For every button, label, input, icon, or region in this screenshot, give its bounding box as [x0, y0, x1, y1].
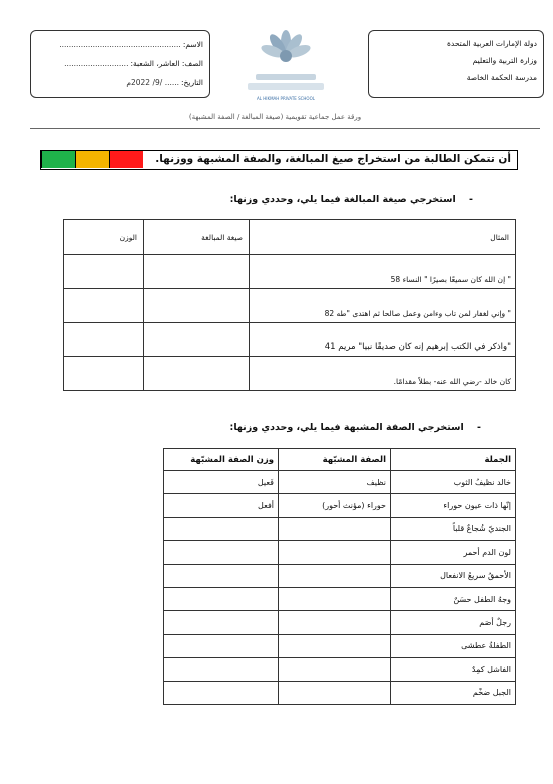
section1-title-line — [230, 194, 473, 205]
table-row — [64, 255, 516, 289]
form-answer-cell[interactable] — [144, 255, 250, 289]
adjective-weight-cell[interactable]: أفعل — [164, 494, 279, 517]
sentence-cell: الجنديّ شُجاعٌ قلباً — [391, 517, 516, 540]
section2-title-line — [230, 422, 481, 433]
table-row — [64, 357, 516, 391]
table-row — [164, 564, 516, 587]
sentence-cell: وجهُ الطفل حسَنٌ — [391, 587, 516, 610]
col-example-header: المثال — [250, 220, 516, 255]
section1-bullet: - — [469, 194, 473, 205]
table-row — [64, 289, 516, 323]
adjective-table — [163, 448, 516, 705]
example-cell: " وإني لغفار لمن تاب وءامن وعمل صالحا ثم اهتدى "طه 82 — [250, 289, 516, 323]
adjective-weight-cell[interactable] — [164, 658, 279, 681]
table-row — [64, 323, 516, 357]
sentence-cell: رجلٌ أصَم — [391, 611, 516, 634]
color-box-red[interactable] — [109, 151, 143, 168]
sentence-cell: إنّها ذات عيون حوراء — [391, 494, 516, 517]
adjective-answer-cell[interactable] — [279, 517, 391, 540]
table-row — [164, 471, 516, 494]
form-answer-cell[interactable] — [144, 323, 250, 357]
table-row — [164, 634, 516, 657]
col-adjective-weight-header: وزن الصفة المشبّهة — [164, 449, 279, 471]
sentence-cell: الطفلةُ عطشى — [391, 634, 516, 657]
adjective-weight-cell[interactable] — [164, 681, 279, 704]
adjective-answer-cell[interactable] — [279, 541, 391, 564]
adjective-answer-cell[interactable] — [279, 634, 391, 657]
table-row — [164, 517, 516, 540]
sentence-cell: الأحمقُ سريعُ الانفعال — [391, 564, 516, 587]
sentence-cell: الجبل ضخْم — [391, 681, 516, 704]
table-row — [164, 658, 516, 681]
adjective-answer-cell[interactable]: نظيف — [279, 471, 391, 494]
col-sentence-header: الجملة — [391, 449, 516, 471]
adjective-answer-cell[interactable] — [279, 611, 391, 634]
col-form-header: صيغة المبالغة — [144, 220, 250, 255]
school-name-text: مدرسة الحكمة الخاصة — [466, 73, 537, 82]
worksheet-subtitle: ورقة عمل جماعية تقويمية (صيغة المبالغة / الصفة المشبهة) — [188, 113, 362, 121]
col-weight-header: الوزن — [64, 220, 144, 255]
color-box-yellow[interactable] — [75, 151, 109, 168]
table-row — [164, 494, 516, 517]
name-label: الاسم: — [182, 40, 203, 49]
adjective-weight-cell[interactable] — [164, 564, 279, 587]
weight-answer-cell[interactable] — [64, 255, 144, 289]
sentence-cell: خالد نظيفُ الثوب — [391, 471, 516, 494]
section1-title: استخرجي صيغة المبالغة فيما يلي، وحددي وزنها: — [229, 194, 456, 205]
adjective-answer-cell[interactable] — [279, 681, 391, 704]
section2-title: استخرجي الصفة المشبهة فيما يلي، وحددي وزنها: — [229, 422, 464, 433]
table-row — [164, 541, 516, 564]
table-row — [164, 681, 516, 704]
form-answer-cell[interactable] — [144, 289, 250, 323]
table-row — [164, 611, 516, 634]
exaggeration-table — [63, 219, 516, 391]
adjective-weight-cell[interactable] — [164, 517, 279, 540]
grade-label: الصف: العاشر، الشعبة: — [130, 59, 203, 68]
adjective-weight-cell[interactable] — [164, 634, 279, 657]
header-divider — [30, 128, 540, 129]
adjective-answer-cell[interactable] — [279, 587, 391, 610]
adjective-weight-cell[interactable] — [164, 587, 279, 610]
section-field[interactable]: ........................... — [64, 59, 129, 68]
color-box-green[interactable] — [41, 151, 75, 168]
table-row — [164, 587, 516, 610]
section2-bullet: - — [477, 422, 481, 433]
adjective-weight-cell[interactable]: فَعيل — [164, 471, 279, 494]
example-cell: كان خالد -رضي الله عنه- بطلاً مقدامًا. — [250, 357, 516, 391]
date-field[interactable]: ...... /9/ 2022م — [126, 78, 179, 87]
objective-text: أن تتمكن الطالبة من استخراج صيغ المبالغة، والصفة المشبهة ووزنها. — [155, 153, 511, 165]
name-line — [37, 35, 203, 54]
school-info-box — [368, 30, 544, 98]
country-text: دولة الإمارات العربية المتحدة — [446, 39, 537, 48]
weight-answer-cell[interactable] — [64, 357, 144, 391]
student-info-box — [30, 30, 210, 98]
ministry-text: وزارة التربية والتعليم — [472, 56, 537, 65]
col-adjective-header: الصفة المشبّهة — [279, 449, 391, 471]
date-line — [37, 73, 203, 92]
name-field[interactable]: ................................................... — [59, 40, 181, 49]
adjective-weight-cell[interactable] — [164, 541, 279, 564]
objective-bar — [40, 150, 518, 170]
form-answer-cell[interactable] — [144, 357, 250, 391]
table-header-row — [64, 220, 516, 255]
example-cell: " إن الله كان سميعًا بصيرًا " النساء 58 — [250, 255, 516, 289]
date-label: التاريخ: — [181, 78, 203, 87]
grade-line — [37, 54, 203, 73]
weight-answer-cell[interactable] — [64, 289, 144, 323]
logo-caption: AL HIKMAH PRIVATE SCHOOL — [257, 96, 315, 101]
weight-answer-cell[interactable] — [64, 323, 144, 357]
adjective-answer-cell[interactable] — [279, 658, 391, 681]
example-cell: "واذكر في الكتب إبرهيم إنه كان صديقًا نبيا" مريم 41 — [250, 323, 516, 357]
adjective-answer-cell[interactable] — [279, 564, 391, 587]
sentence-cell: الفاشل كمِدٌ — [391, 658, 516, 681]
table-header-row — [164, 449, 516, 471]
sentence-cell: لون الدم أحمر — [391, 541, 516, 564]
adjective-weight-cell[interactable] — [164, 611, 279, 634]
adjective-answer-cell[interactable]: حوراء (مؤنث أحور) — [279, 494, 391, 517]
